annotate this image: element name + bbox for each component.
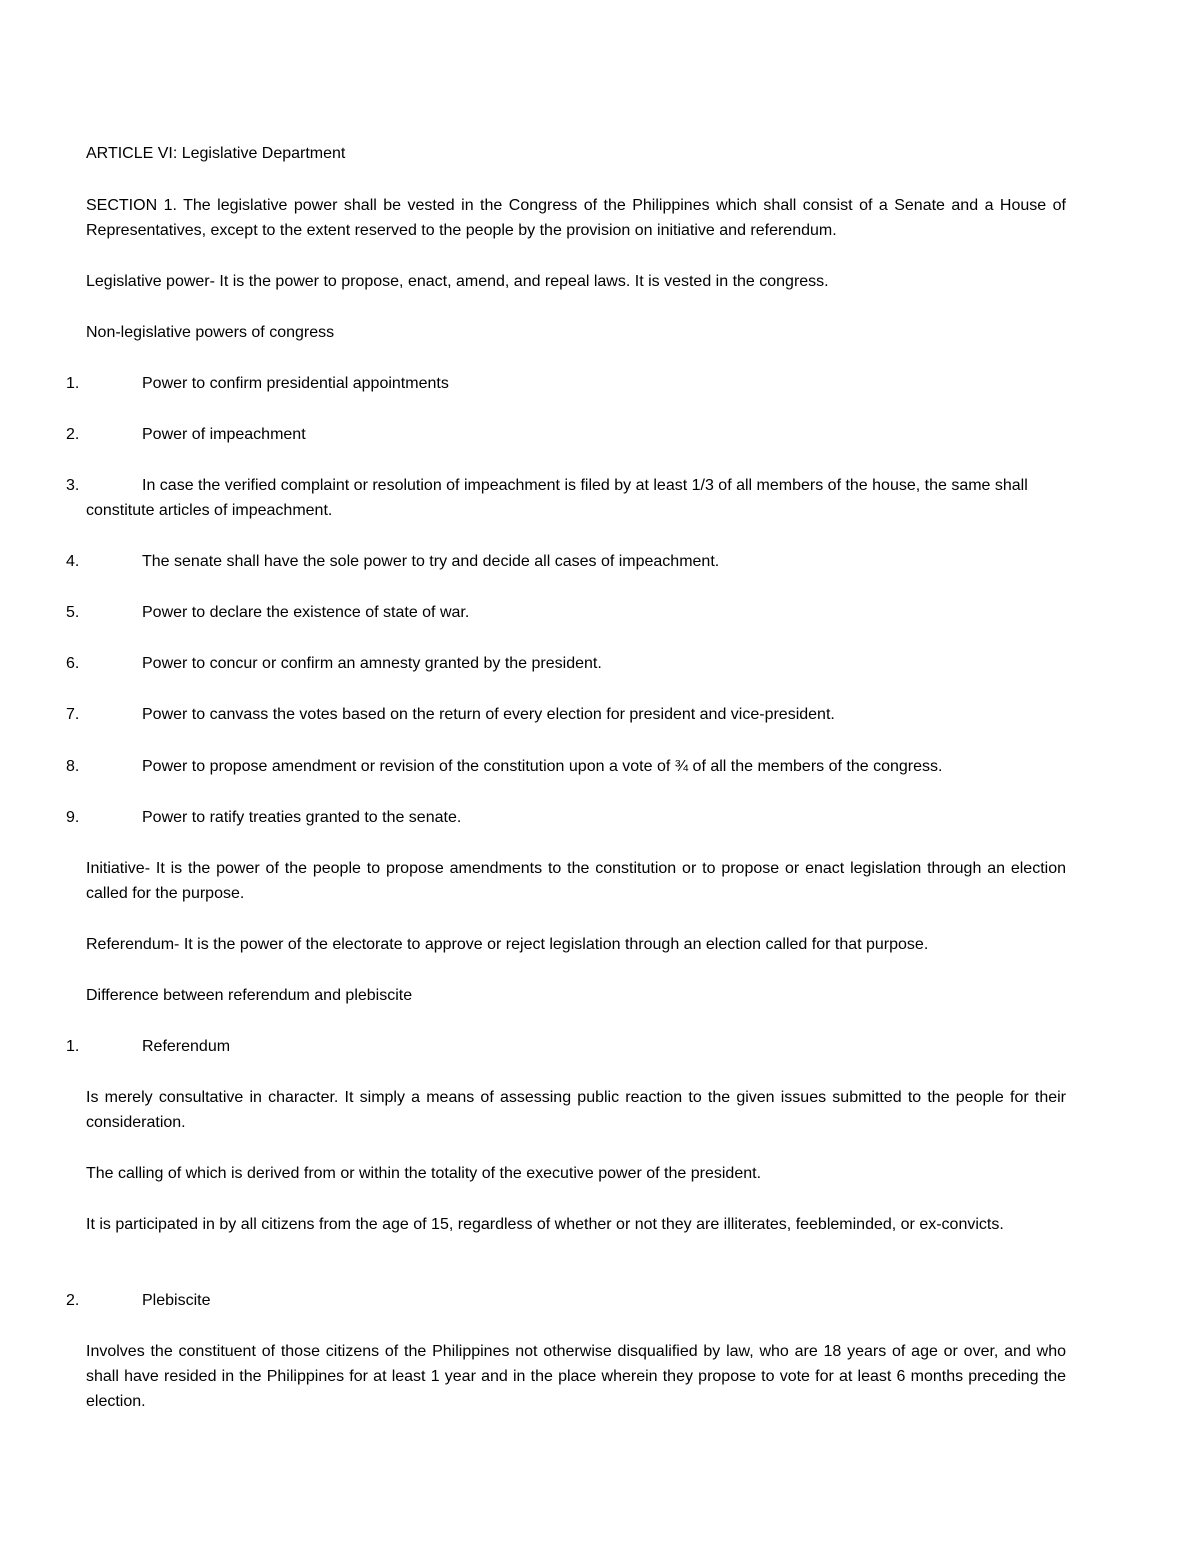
power-item-1 [0, 371, 1066, 396]
power-item-4 [0, 549, 1066, 574]
non-legislative-heading: Non-legislative powers of congress [86, 324, 335, 341]
list-number: 1. [66, 375, 80, 392]
power-text: In case the verified complaint or resolution of impeachment is filed by at least 1/3 of all members of the house, the same shall constitute articles of impeachment. [86, 477, 1028, 519]
power-item-3 [0, 473, 1066, 523]
referendum-definition: Referendum- It is the power of the electorate to approve or reject legislation through an election called for that purpose. [86, 936, 929, 953]
power-text: Power to propose amendment or revision of the constitution upon a vote of ¾ of all the members of the congress. [142, 758, 943, 775]
referendum-point-2: The calling of which is derived from or within the totality of the executive power of the president. [86, 1165, 762, 1182]
referendum-item [0, 1034, 1066, 1059]
list-number: 6. [66, 655, 80, 672]
list-number: 3. [66, 477, 80, 494]
power-item-9 [0, 805, 1066, 830]
power-item-5 [0, 600, 1066, 625]
power-text: Power to confirm presidential appointments [142, 375, 449, 392]
plebiscite-point-1: Involves the constituent of those citizens of the Philippines not otherwise disqualified by law, who are 18 years of age or over, and who shall have resided in the Philippines for at least 1 year and in the place wherein they propose to vote for at least 6 months preceding the election. [86, 1343, 1066, 1410]
power-item-2 [0, 422, 1066, 447]
item-heading: Referendum [142, 1038, 231, 1055]
list-number: 7. [66, 706, 80, 723]
section-1-text: SECTION 1. The legislative power shall be vested in the Congress of the Philippines which shall consist of a Senate and a House of Representatives, except to the extent reserved to the people by the provision on initiative and referendum. [86, 197, 1066, 239]
power-item-6 [0, 651, 1066, 676]
list-number: 2. [66, 426, 80, 443]
power-text: Power to canvass the votes based on the return of every election for president and vice-president. [142, 706, 835, 723]
power-text: Power of impeachment [142, 426, 306, 443]
document-title: ARTICLE VI: Legislative Department [86, 145, 346, 162]
list-number: 9. [66, 809, 80, 826]
difference-heading: Difference between referendum and plebiscite [86, 987, 413, 1004]
initiative-definition: Initiative- It is the power of the people to propose amendments to the constitution or to propose or enact legislation through an election called for the purpose. [86, 860, 1066, 902]
list-number: 8. [66, 758, 80, 775]
legislative-power-definition: Legislative power- It is the power to propose, enact, amend, and repeal laws. It is vested in the congress. [86, 273, 829, 290]
referendum-point-3: It is participated in by all citizens from the age of 15, regardless of whether or not they are illiterates, feebleminded, or ex-convicts. [86, 1216, 1004, 1233]
list-number: 1. [66, 1038, 80, 1055]
power-text: Power to declare the existence of state of war. [142, 604, 470, 621]
list-number: 5. [66, 604, 80, 621]
list-number: 4. [66, 553, 80, 570]
plebiscite-item [0, 1288, 1066, 1313]
power-item-8 [0, 754, 1066, 779]
list-number: 2. [66, 1292, 80, 1309]
item-heading: Plebiscite [142, 1292, 211, 1309]
power-text: The senate shall have the sole power to try and decide all cases of impeachment. [142, 553, 720, 570]
power-item-7 [0, 702, 1066, 727]
referendum-point-1: Is merely consultative in character. It simply a means of assessing public reaction to the given issues submitted to the people for their consideration. [86, 1089, 1066, 1131]
power-text: Power to concur or confirm an amnesty granted by the president. [142, 655, 602, 672]
power-text: Power to ratify treaties granted to the senate. [142, 809, 462, 826]
